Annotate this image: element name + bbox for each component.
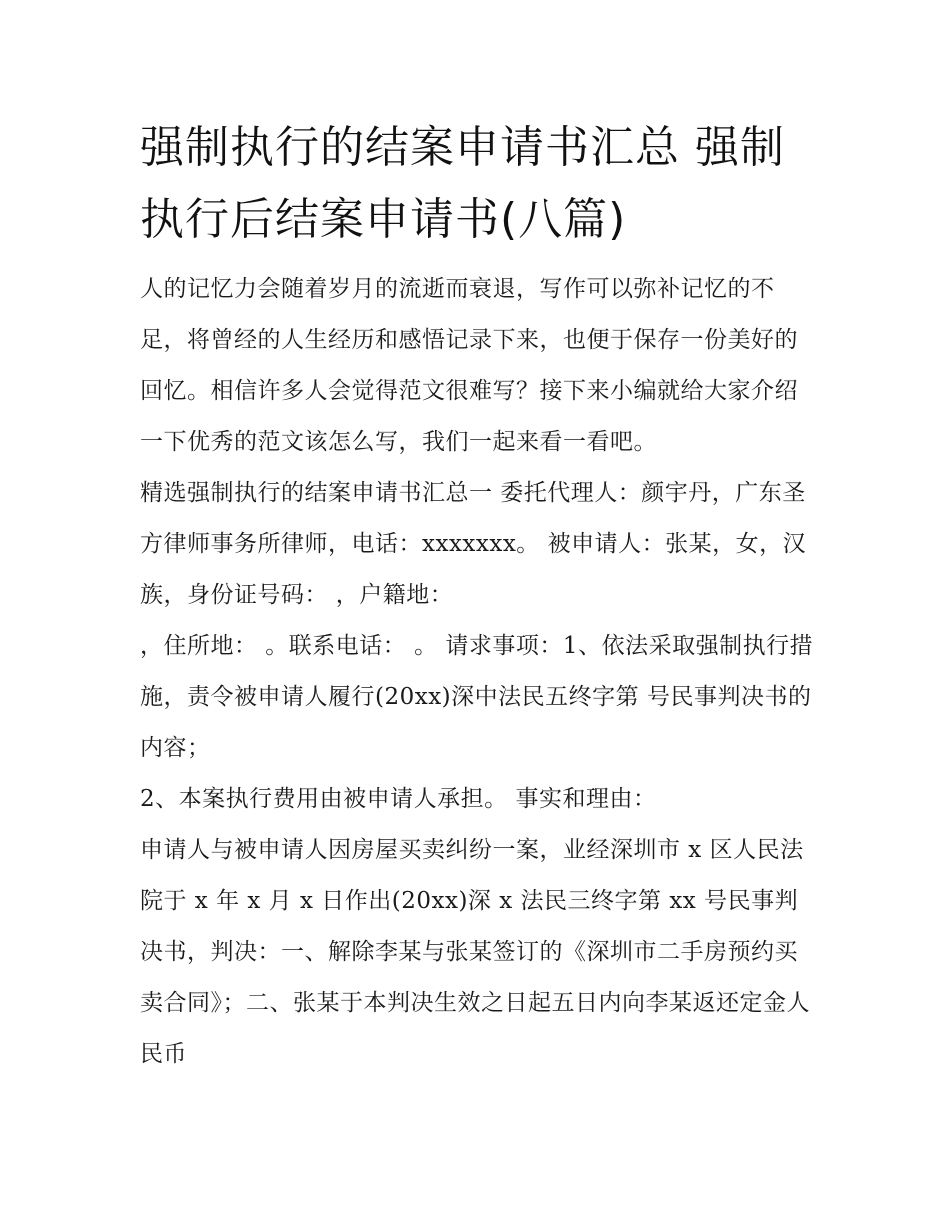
paragraph-costs: 2、本案执行费用由被申请人承担。 事实和理由： bbox=[140, 786, 657, 812]
paragraph-intro: 人的记忆力会随着岁月的流逝而衰退，写作可以弥补记忆的不足，将曾经的人生经历和感悟记录下来，也便于保存一份美好的回忆。相信许多人会觉得范文很难写？接下来小编就给大家介绍一下优秀的范文该怎么写，我们一起来看一看吧。 bbox=[140, 276, 798, 455]
document-body bbox=[140, 112, 820, 1080]
paragraph-requests: ，住所地： 。联系电话： 。 请求事项：1、依法采取强制执行措施，责令被申请人履行(20xx)深中法民五终字第 号民事判决书的内容； bbox=[140, 633, 814, 761]
paragraph-facts: 申请人与被申请人因房屋买卖纠纷一案，业经深圳市 x 区人民法院于 x 年 x 月 x 日作出(20xx)深 x 法民三终字第 xx 号民事判决书，判决：一、解除李某与张某签订的《深圳市二手房预约买卖合同》；二、张某于本判决生效之日起五日内向李某返还定金人民币 bbox=[140, 837, 810, 1067]
paragraph-parties: 精选强制执行的结案申请书汇总一 委托代理人：颜宇丹，广东圣方律师事务所律师，电话：xxxxxxx。 被申请人：张某，女，汉族，身份证号码： ，户籍地： bbox=[140, 480, 807, 608]
document-title: 强制执行的结案申请书汇总 强制执行后结案申请书(八篇) bbox=[140, 122, 785, 245]
